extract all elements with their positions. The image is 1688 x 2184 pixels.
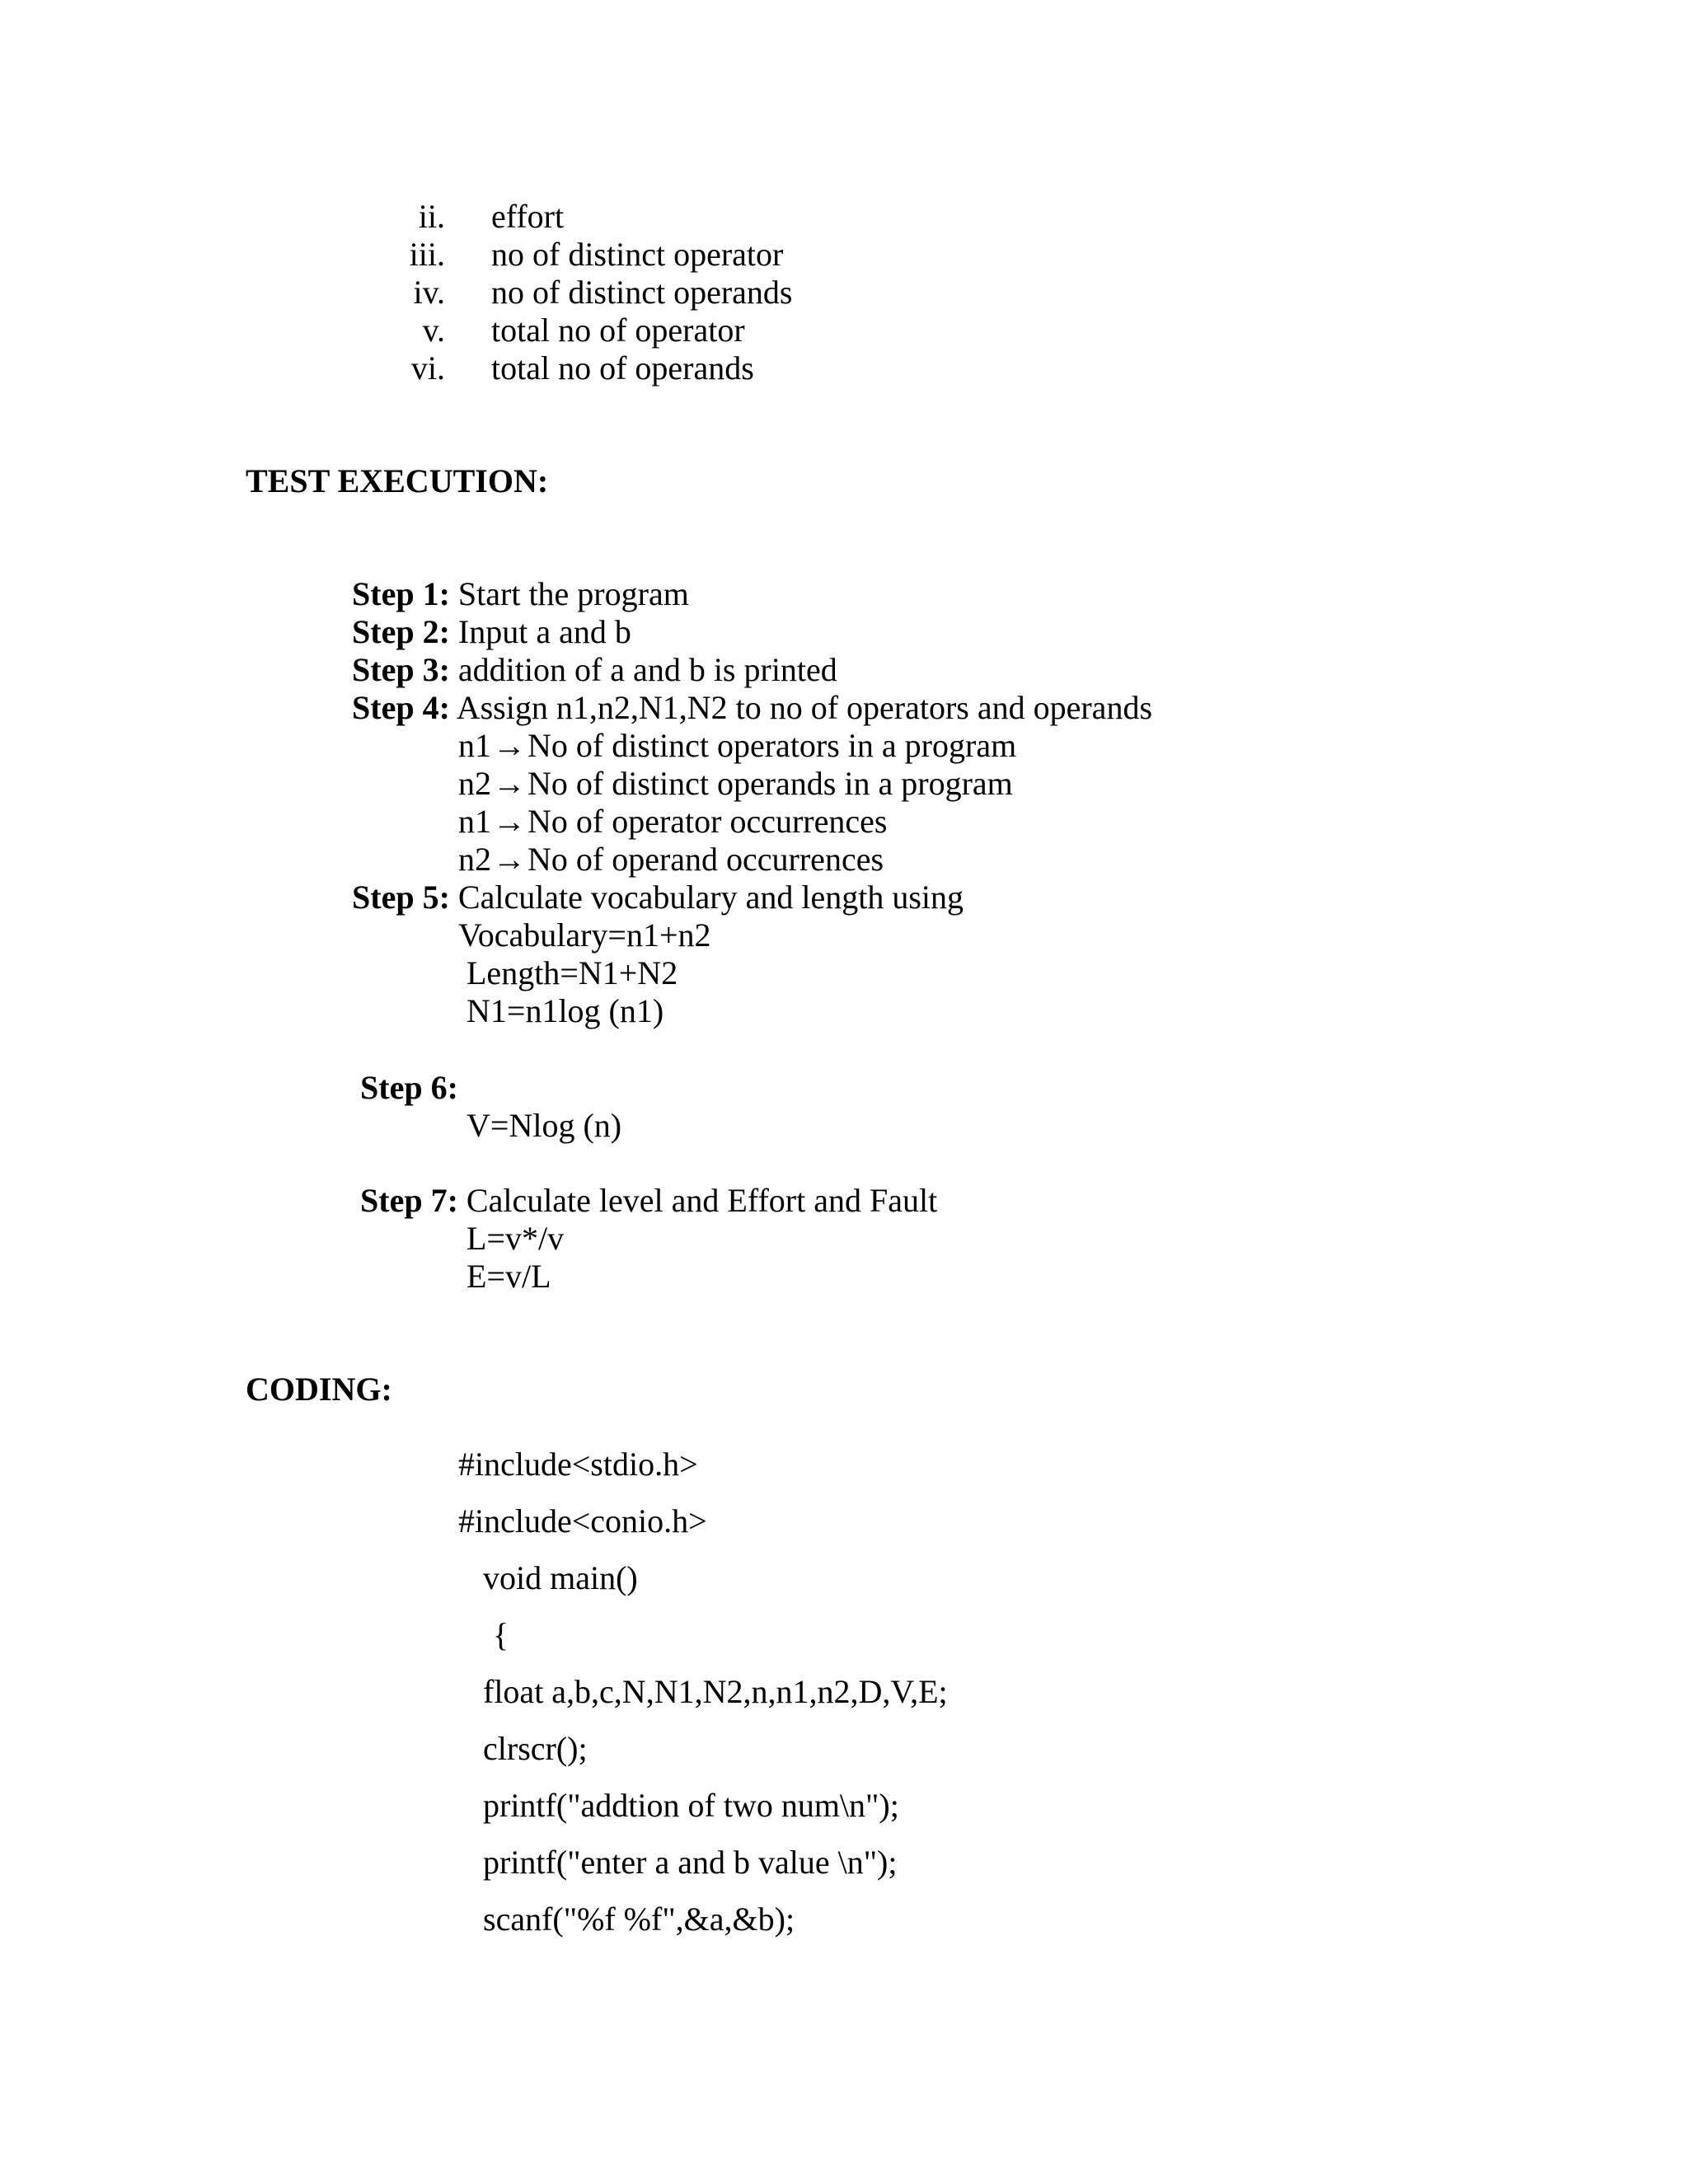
code-line: { bbox=[493, 1616, 509, 1653]
step-5 bbox=[352, 881, 964, 914]
step-4-sub-item bbox=[458, 805, 887, 838]
step-label: Step 2: bbox=[352, 613, 450, 650]
list-item-text: no of distinct operands bbox=[491, 274, 793, 311]
code-line: #include<conio.h> bbox=[458, 1502, 707, 1540]
description: No of distinct operators in a program bbox=[528, 727, 1017, 764]
step-text: Input a and b bbox=[457, 613, 631, 650]
step-text: Start the program bbox=[457, 575, 689, 612]
right-arrow-icon: → bbox=[493, 803, 526, 840]
code-line: clrscr(); bbox=[483, 1730, 588, 1767]
step-4-sub-item bbox=[458, 843, 884, 876]
right-arrow-icon: → bbox=[493, 765, 526, 802]
code-line: printf("enter a and b value \n"); bbox=[483, 1844, 898, 1881]
step-2 bbox=[352, 613, 631, 650]
right-arrow-icon: → bbox=[493, 841, 526, 878]
description: No of operand occurrences bbox=[528, 841, 884, 878]
list-item-text: effort bbox=[491, 198, 565, 235]
code-line: float a,b,c,N,N1,N2,n,n1,n2,D,V,E; bbox=[483, 1673, 948, 1710]
formula: Vocabulary=n1+n2 bbox=[458, 916, 711, 954]
section-heading-coding: CODING: bbox=[246, 1371, 392, 1408]
list-item-text: total no of operands bbox=[491, 349, 754, 387]
formula: E=v/L bbox=[467, 1258, 551, 1295]
list-numeral: iv. bbox=[413, 274, 445, 311]
list-numeral: vi. bbox=[410, 349, 445, 387]
variable: n1 bbox=[458, 803, 491, 840]
step-text: addition of a and b is printed bbox=[457, 651, 837, 688]
step-1 bbox=[352, 575, 689, 612]
list-item-text: no of distinct operator bbox=[491, 236, 784, 273]
list-numeral: v. bbox=[422, 312, 445, 349]
formula: N1=n1log (n1) bbox=[467, 992, 664, 1029]
formula: V=Nlog (n) bbox=[467, 1107, 622, 1144]
step-text: Calculate vocabulary and length using bbox=[457, 879, 964, 916]
code-line: #include<stdio.h> bbox=[458, 1446, 698, 1483]
code-line: void main() bbox=[483, 1559, 638, 1596]
step-label: Step 1: bbox=[352, 575, 450, 612]
step-4-sub-item bbox=[458, 767, 1013, 800]
list-numeral: iii. bbox=[409, 236, 445, 273]
step-7 bbox=[360, 1184, 937, 1217]
formula: Length=N1+N2 bbox=[467, 954, 678, 991]
code-line: printf("addtion of two num\n"); bbox=[483, 1787, 899, 1824]
step-label: Step 3: bbox=[352, 651, 450, 688]
list-numeral: ii. bbox=[418, 198, 445, 235]
step-text: Assign n1,n2,N1,N2 to no of operators and operands bbox=[456, 689, 1153, 726]
step-4-sub-item bbox=[458, 729, 1016, 762]
variable: n2 bbox=[458, 765, 491, 802]
step-4 bbox=[352, 691, 1152, 724]
step-text: Calculate level and Effort and Fault bbox=[466, 1182, 938, 1219]
list-item-text: total no of operator bbox=[491, 312, 745, 349]
step-label: Step 5: bbox=[352, 879, 450, 916]
section-heading-test-execution: TEST EXECUTION: bbox=[246, 462, 549, 499]
step-6-label: Step 6: bbox=[360, 1069, 458, 1106]
right-arrow-icon: → bbox=[493, 727, 526, 764]
variable: n2 bbox=[458, 841, 491, 878]
description: No of operator occurrences bbox=[528, 803, 888, 840]
step-3 bbox=[352, 651, 837, 688]
code-line: scanf("%f %f",&a,&b); bbox=[483, 1900, 795, 1938]
variable: n1 bbox=[458, 727, 491, 764]
formula: L=v*/v bbox=[467, 1220, 565, 1257]
description: No of distinct operands in a program bbox=[528, 765, 1013, 802]
step-label: Step 7: bbox=[360, 1182, 458, 1219]
step-label: Step 4: bbox=[352, 689, 450, 726]
